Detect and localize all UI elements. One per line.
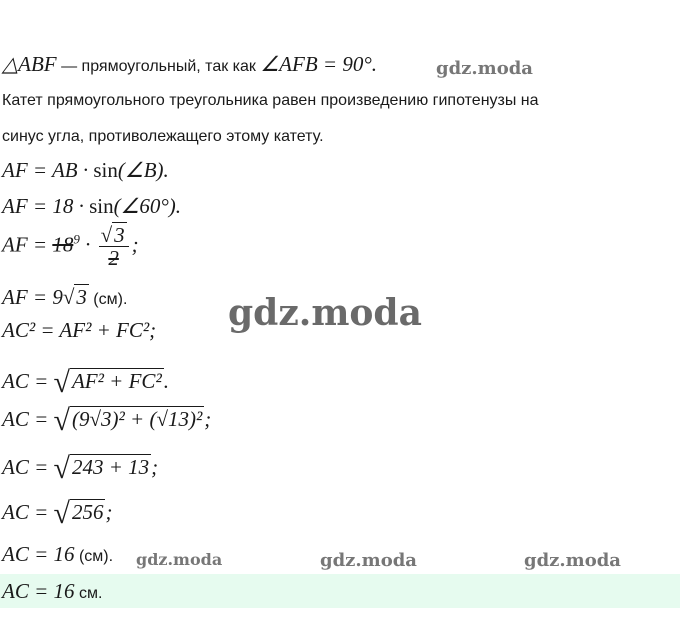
- formula-part: .: [163, 369, 169, 393]
- fraction-denominator: 2: [108, 246, 119, 270]
- reduced-number: 9: [73, 231, 80, 247]
- formula-part: AC =: [2, 407, 54, 431]
- watermark-bottom-left: gdz.moda: [136, 550, 223, 569]
- sqrt: √256: [53, 497, 104, 530]
- unit-text: (см).: [88, 291, 128, 308]
- formula-af-substituted: [2, 194, 181, 219]
- formula-ac-root: [2, 366, 169, 400]
- watermark-bottom-mid: gdz.moda: [320, 550, 417, 571]
- formula-part: ;: [105, 500, 113, 524]
- unit-text: (см).: [74, 548, 114, 565]
- formula-part: ;: [204, 407, 212, 431]
- rule-text-line-1: Катет прямоугольного треугольника равен произведению гипотенузы на: [2, 92, 539, 109]
- formula-pythagoras: AC² = AF² + FC²;: [2, 318, 157, 342]
- radicand: 243 + 13: [71, 455, 150, 479]
- formula-ac-substituted: [2, 404, 211, 438]
- line-triangle-statement: [2, 52, 377, 77]
- formula-part: AC =: [2, 369, 54, 393]
- radicand: 256: [71, 500, 104, 524]
- formula-ac-256: [2, 497, 112, 531]
- struck-number: 18: [52, 232, 74, 257]
- formula-part: AF =: [2, 232, 53, 257]
- formula-part: AF = AB ·: [2, 158, 94, 182]
- formula-part: AC =: [2, 500, 54, 524]
- formula-ac-result: [2, 542, 113, 567]
- radicand: 3: [76, 285, 87, 309]
- sqrt: √3: [62, 285, 87, 309]
- angle-equation: ∠AFB = 90°.: [260, 52, 377, 76]
- sin-label: sin: [93, 158, 118, 182]
- radicand: (9√3)² + (√13)²: [71, 407, 203, 431]
- answer-line: [2, 579, 102, 604]
- watermark-top: gdz.moda: [436, 58, 533, 79]
- sqrt: √(9√3)² + (√13)²: [53, 404, 203, 437]
- sin-label: sin: [89, 194, 114, 218]
- watermark-bottom-right: gdz.moda: [524, 550, 621, 571]
- formula-part: AC = 16: [2, 542, 75, 566]
- statement-text: — прямоугольный, так как: [56, 58, 261, 75]
- formula-part: AC =: [2, 455, 54, 479]
- formula-af-result: [2, 285, 127, 310]
- rule-text-line-2: синус угла, противолежащего этому катету.: [2, 128, 324, 145]
- formula-part: AF = 18 ·: [2, 194, 90, 218]
- formula-part: ;: [131, 232, 139, 257]
- watermark-center: gdz.moda: [228, 292, 422, 334]
- radicand: 3: [114, 223, 125, 247]
- formula-part: AF = 9: [2, 285, 63, 309]
- formula-part: (∠B).: [117, 158, 169, 182]
- sqrt: √243 + 13: [53, 452, 150, 485]
- answer-unit: см.: [74, 585, 103, 602]
- answer-formula: AC = 16: [2, 579, 75, 603]
- formula-af-fraction: [2, 224, 139, 269]
- multiply-dot: ·: [79, 232, 96, 257]
- triangle-label: △ABF: [2, 52, 57, 76]
- formula-ac-sum: [2, 452, 158, 486]
- formula-af-general: [2, 158, 169, 183]
- radicand: AF² + FC²: [71, 369, 162, 393]
- fraction-numerator: √3: [99, 224, 129, 247]
- formula-part: ;: [151, 455, 159, 479]
- sqrt: √AF² + FC²: [53, 366, 162, 399]
- fraction: [99, 224, 129, 269]
- formula-part: (∠60°).: [113, 194, 182, 218]
